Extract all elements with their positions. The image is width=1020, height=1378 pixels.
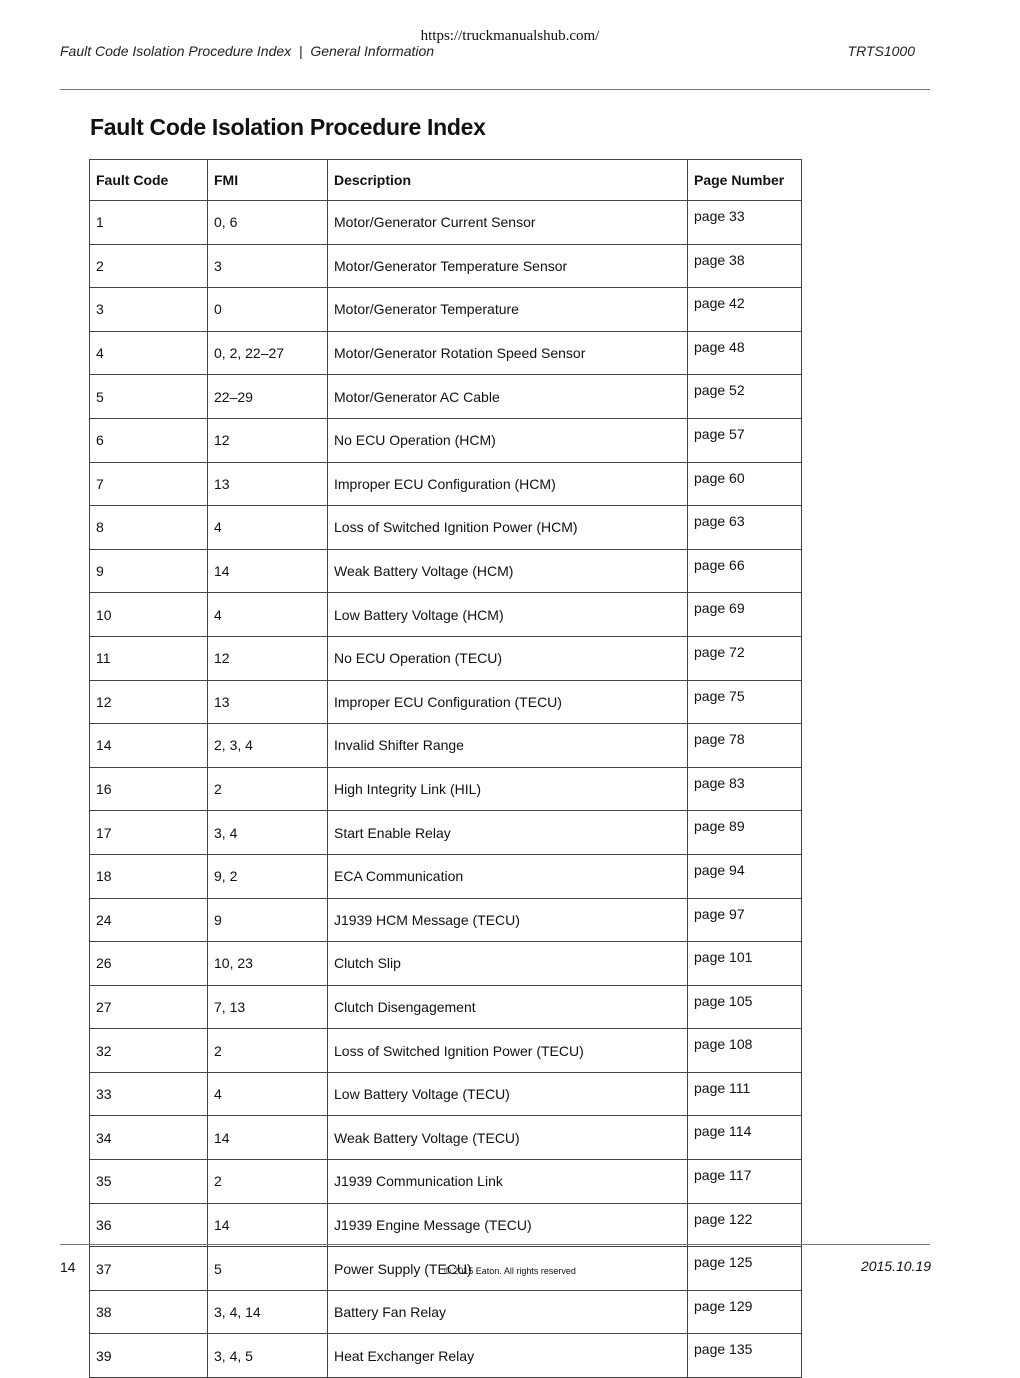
fmi-cell: 2, 3, 4 (208, 724, 328, 768)
fault-code-cell: 4 (90, 331, 208, 375)
description-cell: Clutch Disengagement (328, 985, 688, 1029)
description-cell: J1939 HCM Message (TECU) (328, 898, 688, 942)
fmi-cell: 3 (208, 244, 328, 288)
fmi-cell: 14 (208, 549, 328, 593)
fmi-cell: 13 (208, 680, 328, 724)
table-row (90, 985, 802, 1029)
page-number-cell: page 42 (688, 288, 802, 332)
page-number-cell: page 135 (688, 1334, 802, 1378)
table-row (90, 636, 802, 680)
fmi-cell: 5 (208, 1247, 328, 1291)
page-number-cell: page 63 (688, 506, 802, 550)
fault-code-cell: 39 (90, 1334, 208, 1378)
table-row (90, 1160, 802, 1204)
fault-code-table (89, 159, 802, 1378)
description-cell: Start Enable Relay (328, 811, 688, 855)
fault-code-cell: 3 (90, 288, 208, 332)
fmi-cell: 12 (208, 636, 328, 680)
table-row (90, 1203, 802, 1247)
publication-date: 2015.10.19 (860, 1258, 931, 1274)
page-number-cell: page 94 (688, 854, 802, 898)
page-number-cell: page 97 (688, 898, 802, 942)
fault-code-cell: 2 (90, 244, 208, 288)
table-row (90, 724, 802, 768)
table-row (90, 942, 802, 986)
description-cell: Battery Fan Relay (328, 1290, 688, 1334)
running-header-section: Fault Code Isolation Procedure Index | General Information (60, 43, 435, 59)
fault-code-cell: 38 (90, 1290, 208, 1334)
description-cell: Low Battery Voltage (HCM) (328, 593, 688, 637)
table-row (90, 506, 802, 550)
page-number-cell: page 72 (688, 636, 802, 680)
description-cell: Loss of Switched Ignition Power (TECU) (328, 1029, 688, 1073)
fmi-cell: 7, 13 (208, 985, 328, 1029)
fault-code-cell: 10 (90, 593, 208, 637)
fault-code-cell: 35 (90, 1160, 208, 1204)
description-cell: Motor/Generator Temperature Sensor (328, 244, 688, 288)
description-cell: Loss of Switched Ignition Power (HCM) (328, 506, 688, 550)
fault-code-cell: 8 (90, 506, 208, 550)
fault-code-cell: 14 (90, 724, 208, 768)
fault-code-cell: 9 (90, 549, 208, 593)
fault-code-cell: 6 (90, 418, 208, 462)
page-number-cell: page 38 (688, 244, 802, 288)
footer-divider (60, 1244, 930, 1245)
page-title: Fault Code Isolation Procedure Index (90, 114, 486, 140)
page-number-cell: page 83 (688, 767, 802, 811)
fault-code-cell: 17 (90, 811, 208, 855)
document-code: TRTS1000 (847, 43, 915, 59)
copyright-notice: © 2015 Eaton. All rights reserved (444, 1266, 576, 1276)
fault-code-cell: 1 (90, 201, 208, 245)
table-row (90, 549, 802, 593)
page-number-cell: page 60 (688, 462, 802, 506)
table-row (90, 201, 802, 245)
page-number-cell: page 125 (688, 1247, 802, 1291)
table-row (90, 1334, 802, 1378)
table-row (90, 288, 802, 332)
table-row (90, 418, 802, 462)
fault-code-cell: 7 (90, 462, 208, 506)
table-row (90, 1116, 802, 1160)
fault-code-cell: 33 (90, 1072, 208, 1116)
fmi-cell: 14 (208, 1203, 328, 1247)
source-url: https://truckmanualshub.com/ (420, 28, 600, 44)
description-cell: No ECU Operation (HCM) (328, 418, 688, 462)
page-number-cell: page 57 (688, 418, 802, 462)
page-number-cell: page 117 (688, 1160, 802, 1204)
fmi-cell: 2 (208, 1029, 328, 1073)
description-cell: Weak Battery Voltage (TECU) (328, 1116, 688, 1160)
table-row (90, 854, 802, 898)
column-header-description: Description (328, 160, 688, 201)
page-number-cell: page 69 (688, 593, 802, 637)
page-number-cell: page 108 (688, 1029, 802, 1073)
fault-code-cell: 24 (90, 898, 208, 942)
description-cell: Motor/Generator Temperature (328, 288, 688, 332)
description-cell: Invalid Shifter Range (328, 724, 688, 768)
fault-code-cell: 34 (90, 1116, 208, 1160)
table-row (90, 1029, 802, 1073)
fmi-cell: 2 (208, 767, 328, 811)
fmi-cell: 0, 2, 22–27 (208, 331, 328, 375)
description-cell: J1939 Engine Message (TECU) (328, 1203, 688, 1247)
fmi-cell: 9, 2 (208, 854, 328, 898)
page-number-cell: page 66 (688, 549, 802, 593)
fmi-cell: 4 (208, 593, 328, 637)
page-number-cell: page 89 (688, 811, 802, 855)
page-number: 14 (60, 1259, 76, 1275)
page-number-cell: page 129 (688, 1290, 802, 1334)
fmi-cell: 3, 4, 14 (208, 1290, 328, 1334)
description-cell: Motor/Generator Current Sensor (328, 201, 688, 245)
description-cell: ECA Communication (328, 854, 688, 898)
fmi-cell: 4 (208, 1072, 328, 1116)
column-header-fault-code: Fault Code (90, 160, 208, 201)
fmi-cell: 9 (208, 898, 328, 942)
fault-code-cell: 26 (90, 942, 208, 986)
table-row (90, 375, 802, 419)
table-row (90, 244, 802, 288)
header-divider (60, 89, 930, 90)
table-row (90, 1072, 802, 1116)
description-cell: Improper ECU Configuration (TECU) (328, 680, 688, 724)
column-header-fmi: FMI (208, 160, 328, 201)
page-number-cell: page 33 (688, 201, 802, 245)
description-cell: Motor/Generator Rotation Speed Sensor (328, 331, 688, 375)
table-row (90, 331, 802, 375)
table-row (90, 462, 802, 506)
fmi-cell: 10, 23 (208, 942, 328, 986)
description-cell: No ECU Operation (TECU) (328, 636, 688, 680)
table-row (90, 593, 802, 637)
fmi-cell: 0 (208, 288, 328, 332)
description-cell: Improper ECU Configuration (HCM) (328, 462, 688, 506)
fault-code-cell: 32 (90, 1029, 208, 1073)
fault-code-cell: 27 (90, 985, 208, 1029)
fault-code-cell: 5 (90, 375, 208, 419)
fault-code-cell: 11 (90, 636, 208, 680)
fmi-cell: 0, 6 (208, 201, 328, 245)
table-row (90, 680, 802, 724)
table-header-row (90, 160, 802, 201)
page-number-cell: page 122 (688, 1203, 802, 1247)
description-cell: Clutch Slip (328, 942, 688, 986)
table-row (90, 767, 802, 811)
description-cell: J1939 Communication Link (328, 1160, 688, 1204)
description-cell: Heat Exchanger Relay (328, 1334, 688, 1378)
description-cell: Low Battery Voltage (TECU) (328, 1072, 688, 1116)
description-cell: High Integrity Link (HIL) (328, 767, 688, 811)
table-row (90, 1290, 802, 1334)
fault-code-cell: 12 (90, 680, 208, 724)
page-number-cell: page 78 (688, 724, 802, 768)
page-number-cell: page 48 (688, 331, 802, 375)
table-row (90, 811, 802, 855)
description-cell: Power Supply (TECU) (328, 1247, 688, 1291)
page-number-cell: page 52 (688, 375, 802, 419)
fault-code-cell: 36 (90, 1203, 208, 1247)
page-number-cell: page 101 (688, 942, 802, 986)
fmi-cell: 22–29 (208, 375, 328, 419)
page-number-cell: page 111 (688, 1072, 802, 1116)
description-cell: Motor/Generator AC Cable (328, 375, 688, 419)
fmi-cell: 4 (208, 506, 328, 550)
description-cell: Weak Battery Voltage (HCM) (328, 549, 688, 593)
fmi-cell: 12 (208, 418, 328, 462)
page-number-cell: page 105 (688, 985, 802, 1029)
fmi-cell: 13 (208, 462, 328, 506)
table-row (90, 898, 802, 942)
fmi-cell: 3, 4, 5 (208, 1334, 328, 1378)
fmi-cell: 2 (208, 1160, 328, 1204)
page-number-cell: page 75 (688, 680, 802, 724)
fault-code-cell: 16 (90, 767, 208, 811)
page-number-cell: page 114 (688, 1116, 802, 1160)
fault-code-cell: 37 (90, 1247, 208, 1291)
fault-code-cell: 18 (90, 854, 208, 898)
fmi-cell: 3, 4 (208, 811, 328, 855)
column-header-page-number: Page Number (688, 160, 802, 201)
fmi-cell: 14 (208, 1116, 328, 1160)
